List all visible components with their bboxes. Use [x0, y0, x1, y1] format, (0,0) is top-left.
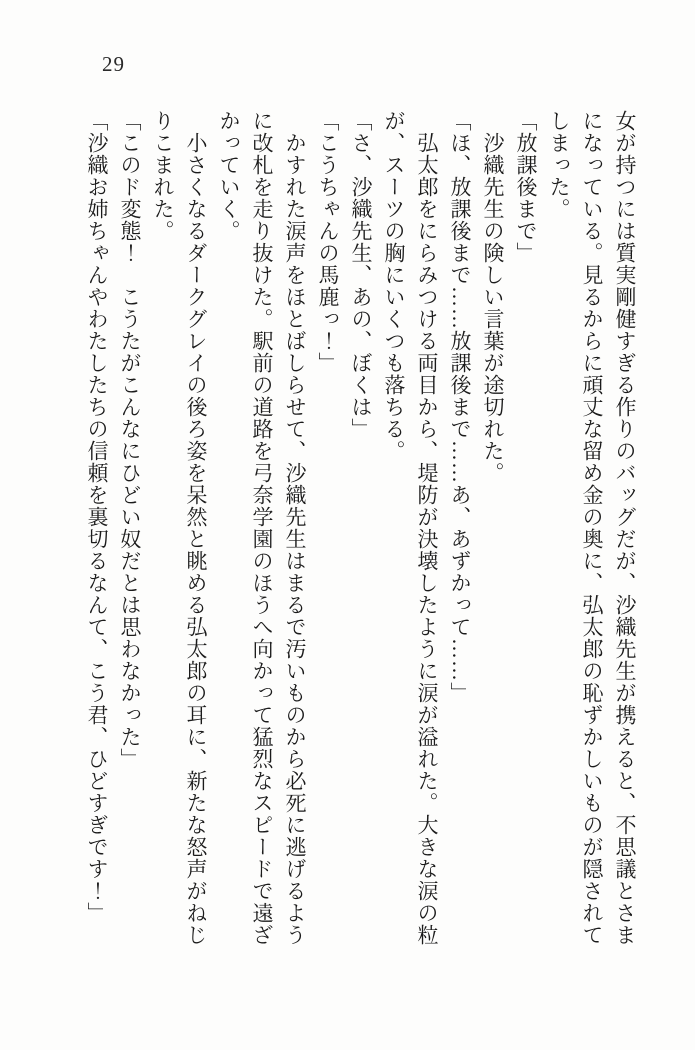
- text-column: 「放課後まで」: [514, 110, 538, 264]
- text-column: 女が持つには質実剛健すぎる作りのバッグだが、沙織先生が携えると、不思議とさま: [613, 110, 637, 946]
- text-column: 弘太郎をにらみつける両目から、堤防が決壊したように涙が溢れた。大きな涙の粒: [415, 132, 439, 946]
- text-column: が、スーツの胸にいくつも落ちる。: [382, 110, 406, 462]
- text-column: になっている。見るからに頑丈な留め金の奥に、弘太郎の恥ずかしいものが隠されて: [580, 110, 604, 946]
- text-column: かっていく。: [217, 110, 241, 242]
- text-column: しまった。: [547, 110, 571, 220]
- text-column: 小さくなるダークグレイの後ろ姿を呆然と眺める弘太郎の耳に、新たな怒声がねじ: [184, 132, 208, 946]
- text-column: かすれた涙声をほとばしらせて、沙織先生はまるで汚いものから必死に逃げるよう: [283, 132, 307, 946]
- text-column: 「ほ、放課後まで……放課後まで……あ、あずかって……」: [448, 110, 472, 704]
- text-column: 「このド変態！ こうたがこんなにひどい奴だとは思わなかった」: [118, 110, 142, 770]
- text-column: 「こうちゃんの馬鹿っ！」: [316, 110, 340, 374]
- page-text-block: [80, 110, 641, 950]
- text-column: りこまれた。: [151, 110, 175, 242]
- text-column: に改札を走り抜けた。駅前の道路を弓奈学園のほうへ向かって猛烈なスピードで遠ざ: [250, 110, 274, 946]
- text-column: 「さ、沙織先生、あの、ぼくは」: [349, 110, 373, 440]
- text-column: 「沙織お姉ちゃんやわたしたちの信頼を裏切るなんて、こう君、ひどすぎです！」: [85, 110, 109, 924]
- text-column: 沙織先生の険しい言葉が途切れた。: [481, 132, 505, 484]
- page-number: 29: [102, 52, 125, 76]
